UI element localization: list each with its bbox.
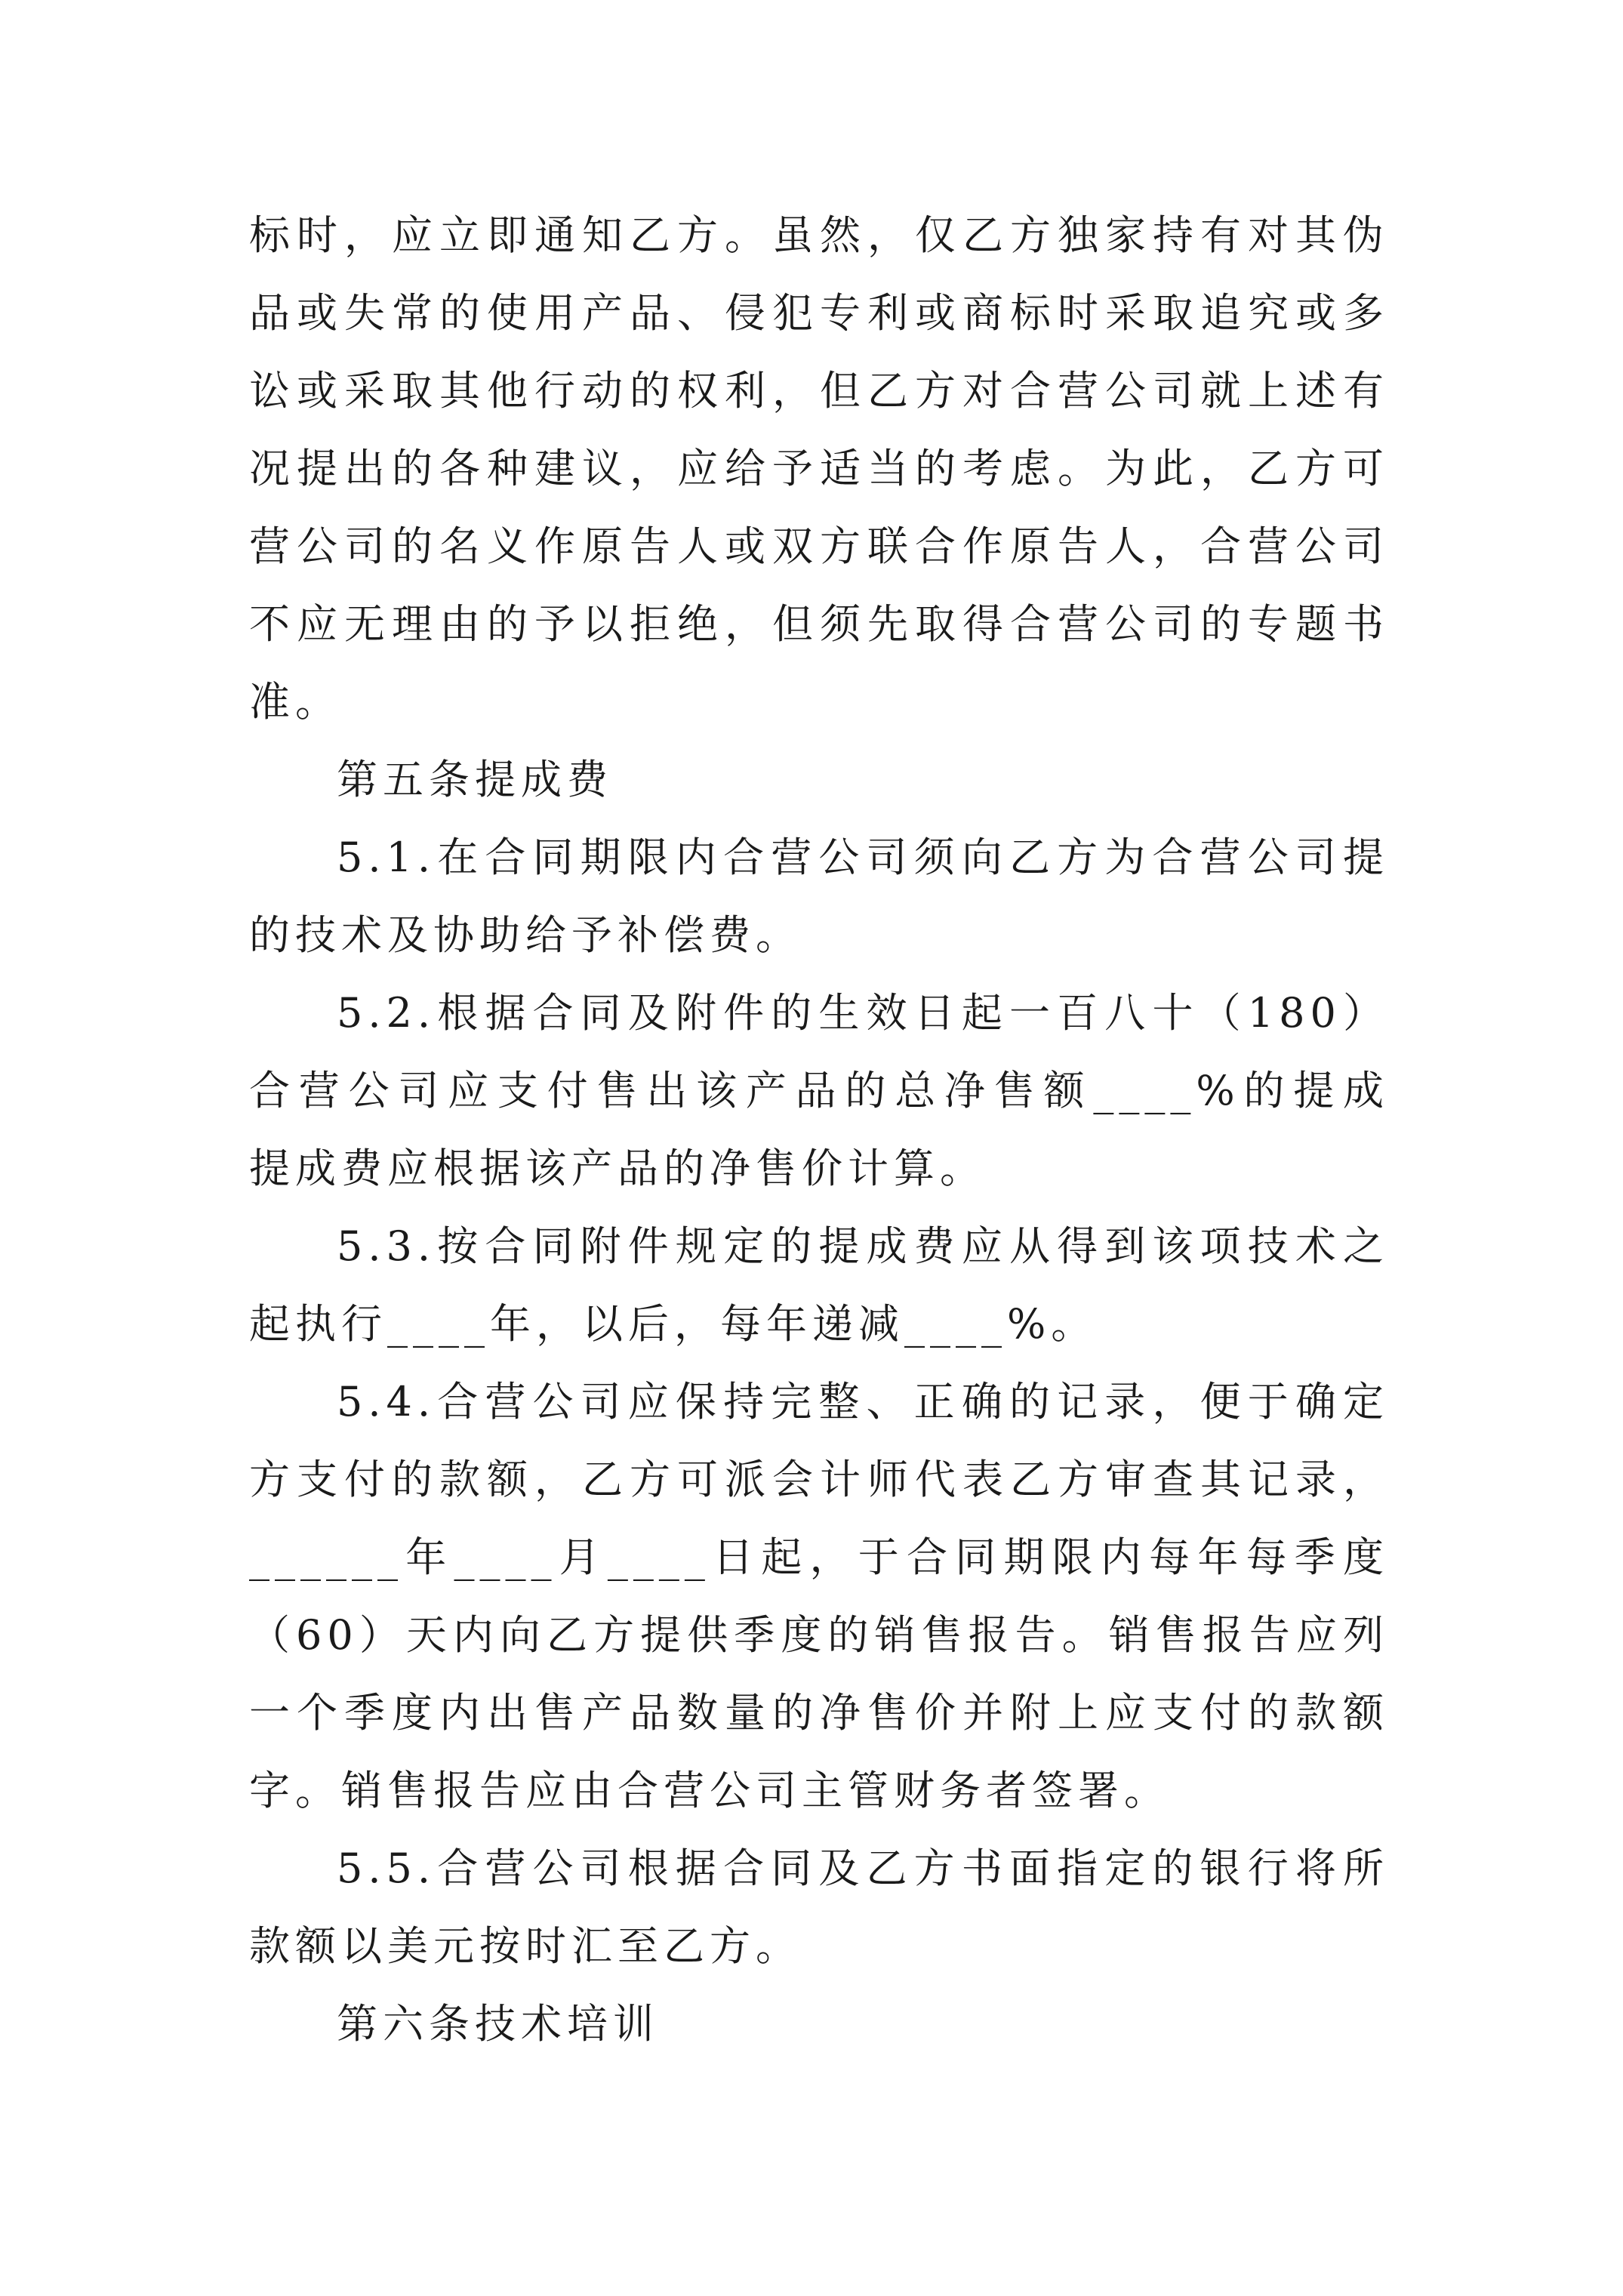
text-line: 准。 [249, 678, 341, 726]
text-line: 一个季度内出售产品数量的净售价并附上应支付的款额 [249, 1689, 1389, 1737]
text-line: 的技术及协助给予补偿费。 [249, 911, 802, 959]
section-heading: 第六条技术培训 [337, 2000, 659, 2048]
text-line: 营公司的名义作原告人或双方联合作原告人，合营公司 [249, 522, 1389, 570]
text-line: 字。销售报告应由合营公司主管财务者签署。 [249, 1767, 1170, 1814]
section-heading: 第五条提成费 [337, 756, 613, 803]
clause-text-line: 5.5.合营公司根据合同及乙方书面指定的银行将所 [337, 1845, 1389, 1892]
clause-text-line: 5.2.根据合同及附件的生效日起一百八十（180） [337, 989, 1389, 1037]
clause-text-line: 5.4.合营公司应保持完整、正确的记录，便于确定 [337, 1378, 1389, 1425]
clause-text-line: 5.1.在合同期限内合营公司须向乙方为合营公司提 [337, 834, 1389, 881]
text-line: 合营公司应支付售出该产品的总净售额____%的提成 [249, 1067, 1389, 1114]
text-line: 方支付的款额，乙方可派会计师代表乙方审查其记录， [249, 1456, 1389, 1503]
text-line: 标时，应立即通知乙方。虽然，仅乙方独家持有对其伪 [249, 211, 1389, 259]
text-line: ______年____月____日起，于合同期限内每年每季度 [249, 1533, 1389, 1581]
text-line: （60）天内向乙方提供季度的销售报告。销售报告应列 [249, 1611, 1389, 1659]
clause-text-line: 5.3.按合同附件规定的提成费应从得到该项技术之 [337, 1222, 1389, 1270]
text-line: 况提出的各种建议，应给予适当的考虑。为此，乙方可 [249, 445, 1389, 492]
text-line: 品或失常的使用产品、侵犯专利或商标时采取追究或多 [249, 289, 1389, 337]
text-line: 提成费应根据该产品的净售价计算。 [249, 1145, 986, 1192]
text-line: 不应无理由的予以拒绝，但须先取得合营公司的专题书 [249, 600, 1389, 648]
text-line: 讼或采取其他行动的权利，但乙方对合营公司就上述有 [249, 367, 1389, 415]
document-body [249, 196, 1389, 2063]
text-line: 起执行____年，以后，每年递减____%。 [249, 1300, 1098, 1348]
text-line: 款额以美元按时汇至乙方。 [249, 1922, 802, 1970]
